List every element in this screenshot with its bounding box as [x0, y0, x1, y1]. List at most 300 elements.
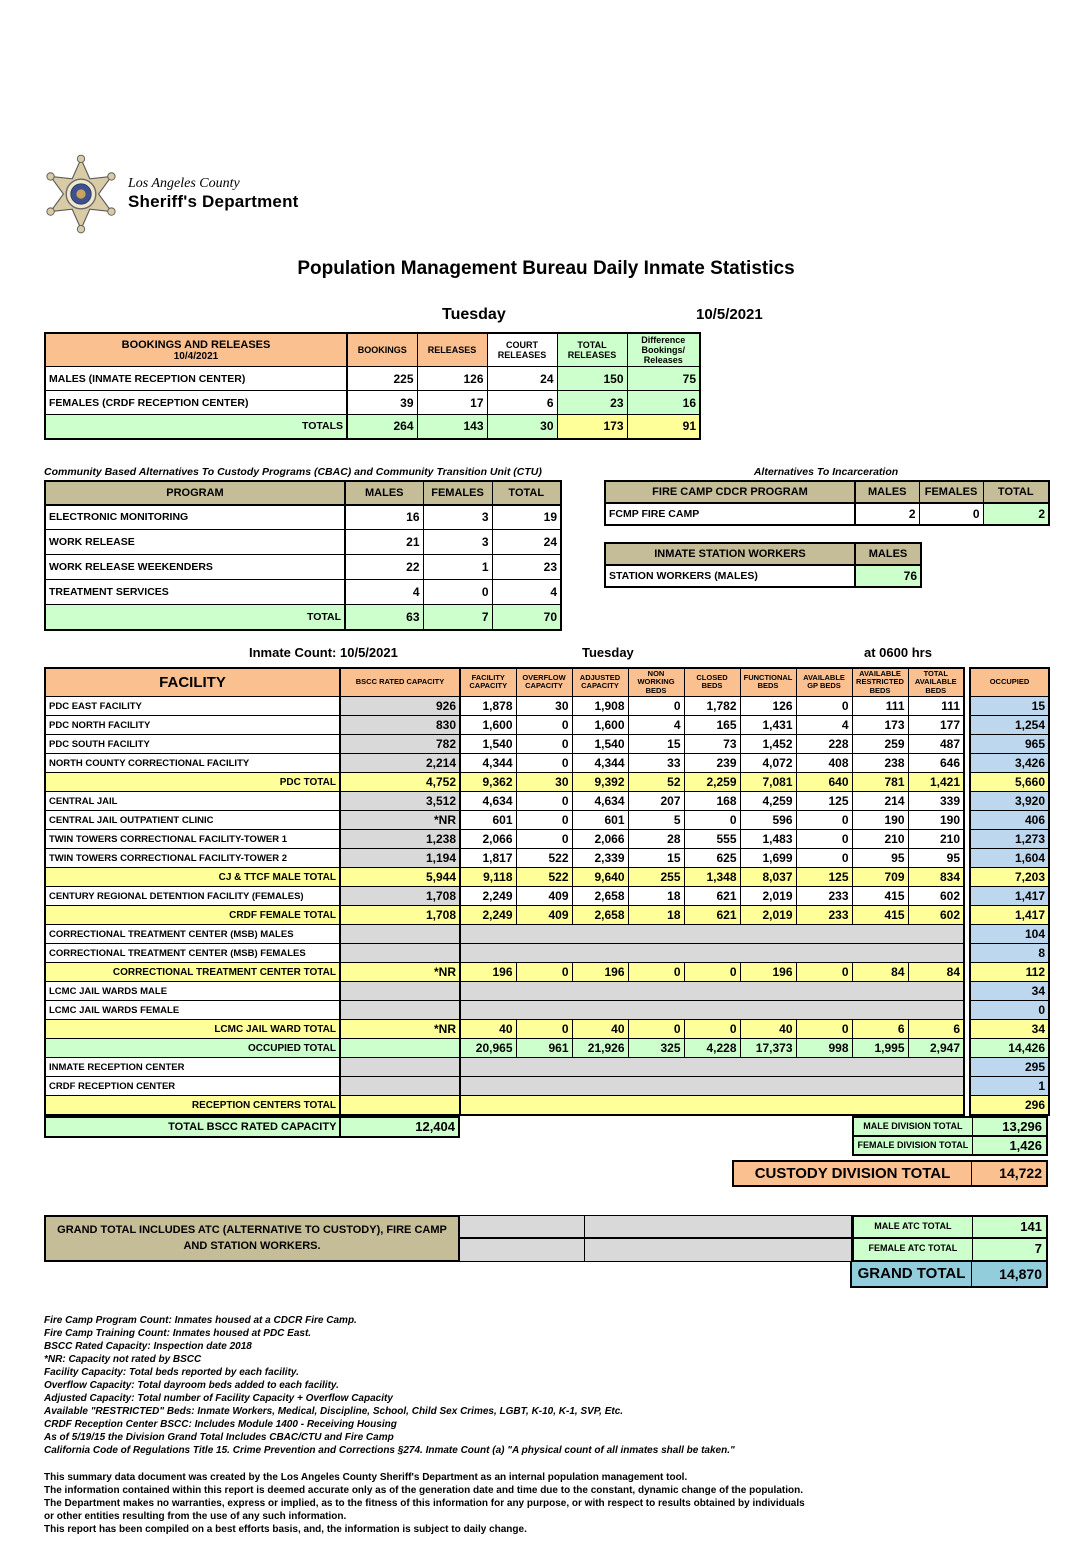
beds-value: 111 [852, 697, 908, 716]
beds-value: 95 [908, 849, 964, 868]
beds-value: 84 [908, 963, 964, 982]
col-males: MALES [345, 481, 423, 505]
difference-value: 75 [627, 367, 700, 391]
col-total: TOTAL [492, 481, 561, 505]
totals-label: TOTAL [45, 605, 345, 630]
court-releases-total: 30 [487, 415, 557, 439]
grand-total-row [44, 1262, 1048, 1288]
beds-value: 9,362 [460, 773, 516, 792]
empty-span [460, 1096, 964, 1115]
col-fire-camp-program: FIRE CAMP CDCR PROGRAM [605, 481, 855, 503]
female-atc-total-label: FEMALE ATC TOTAL [854, 1239, 973, 1260]
beds-value: 214 [852, 792, 908, 811]
footnote-line: As of 5/19/15 the Division Grand Total Includes CBAC/CTU and Fire Camp [44, 1431, 394, 1443]
female-division-total-value: 1,426 [973, 1137, 1046, 1154]
facility-header-row [45, 668, 1049, 697]
beds-value: 0 [516, 830, 572, 849]
station-workers-label: STATION WORKERS (MALES) [605, 565, 855, 587]
col-adjusted-capacity: ADJUSTED CAPACITY [572, 668, 628, 697]
beds-value: 2,947 [908, 1039, 964, 1058]
beds-value: 646 [908, 754, 964, 773]
facility-row [45, 1058, 1049, 1077]
beds-value: 596 [740, 811, 796, 830]
male-atc-total-value: 141 [973, 1217, 1046, 1238]
beds-value: 4,344 [572, 754, 628, 773]
facility-row [45, 1039, 1049, 1058]
facility-row [45, 1001, 1049, 1020]
facility-row [45, 887, 1049, 906]
total-total: 70 [492, 605, 561, 630]
facility-row [45, 697, 1049, 716]
page-title: Population Management Bureau Daily Inmate Statistics [297, 258, 795, 279]
beds-value: 4 [796, 716, 852, 735]
males-value: 4 [345, 580, 423, 605]
occupied-value: 1,273 [970, 830, 1049, 849]
col-total: TOTAL [983, 481, 1049, 503]
grand-total-spacer-cells [460, 1215, 852, 1262]
footnote-line: Adjusted Capacity: Total number of Facility Capacity + Overflow Capacity [44, 1392, 393, 1404]
atc-totals [852, 1215, 1048, 1262]
report-dayline [44, 306, 1048, 330]
beds-value: 73 [684, 735, 740, 754]
male-atc-total-label: MALE ATC TOTAL [854, 1217, 973, 1238]
col-bscc-rated-capacity: BSCC RATED CAPACITY [340, 668, 460, 697]
beds-value: 6 [908, 1020, 964, 1039]
bscc-rated-capacity: *NR [340, 811, 460, 830]
females-value: 0 [919, 503, 983, 525]
footnote-line: California Code of Regulations Title 15. Crime Prevention and Corrections §274. Inmate Count (a) "A physical count of all inmates shall be taken." [44, 1444, 735, 1456]
bscc-rated-capacity: 5,944 [340, 868, 460, 887]
bookings-date: 10/4/2021 [173, 350, 219, 362]
bookings-title-cell [45, 333, 347, 367]
beds-value: 1,431 [740, 716, 796, 735]
males-value: 2 [855, 503, 919, 525]
report-date: 10/5/2021 [696, 306, 763, 323]
occupied-value: 104 [970, 925, 1049, 944]
beds-value: 1,540 [460, 735, 516, 754]
beds-value: 21,926 [572, 1039, 628, 1058]
footnote-line: CRDF Reception Center BSCC: Includes Module 1400 - Receiving Housing [44, 1418, 397, 1430]
beds-value: 9,640 [572, 868, 628, 887]
col-program: PROGRAM [45, 481, 345, 505]
logo-text [128, 176, 299, 212]
occupied-value: 34 [970, 982, 1049, 1001]
fire-camp-row [605, 503, 1049, 525]
beds-value: 602 [908, 887, 964, 906]
beds-value: 6 [852, 1020, 908, 1039]
beds-value: 961 [516, 1039, 572, 1058]
facility-label: CORRECTIONAL TREATMENT CENTER (MSB) FEMALES [45, 944, 340, 963]
bscc-rated-capacity [340, 1096, 460, 1115]
females-value: 1 [423, 555, 492, 580]
beds-value: 1,348 [684, 868, 740, 887]
facility-label: NORTH COUNTY CORRECTIONAL FACILITY [45, 754, 340, 773]
beds-value: 173 [852, 716, 908, 735]
col-court-releases: COURT RELEASES [487, 333, 557, 367]
ati-title: Alternatives To Incarceration [753, 465, 899, 478]
disclaimer-line: The Department makes no warranties, express or implied, as to the fitness of this information for any purpose, or with respect to results obtained by individuals [44, 1497, 805, 1509]
grand-total-band [44, 1215, 1048, 1262]
bscc-rated-capacity: 782 [340, 735, 460, 754]
occupied-value: 1,417 [970, 906, 1049, 925]
facility-row [45, 944, 1049, 963]
beds-value: 15 [628, 735, 684, 754]
beds-value: 0 [516, 716, 572, 735]
bscc-rated-capacity [340, 1058, 460, 1077]
beds-value: 196 [460, 963, 516, 982]
beds-value: 238 [852, 754, 908, 773]
beds-value: 239 [684, 754, 740, 773]
totals-label: TOTALS [45, 415, 347, 439]
empty-span [460, 1058, 964, 1077]
bscc-rated-capacity: 1,194 [340, 849, 460, 868]
female-division-total-row [852, 1136, 1048, 1156]
facility-label: RECEPTION CENTERS TOTAL [45, 1096, 340, 1115]
releases-value: 17 [417, 391, 487, 415]
beds-value: 190 [852, 811, 908, 830]
beds-value: 2,259 [684, 773, 740, 792]
female-atc-total-value: 7 [973, 1239, 1046, 1260]
beds-value: 1,908 [572, 697, 628, 716]
cbac-row [45, 505, 561, 530]
beds-value: 1,699 [740, 849, 796, 868]
female-atc-total-row [852, 1239, 1048, 1262]
females-value: 0 [423, 580, 492, 605]
beds-value: 28 [628, 830, 684, 849]
beds-value: 95 [852, 849, 908, 868]
spacer-cell [585, 1215, 852, 1239]
division-totals [852, 1116, 1048, 1156]
beds-value: 125 [796, 792, 852, 811]
occupied-value: 0 [970, 1001, 1049, 1020]
total-releases-total: 173 [557, 415, 627, 439]
beds-value: 408 [796, 754, 852, 773]
occupied-value: 1,254 [970, 716, 1049, 735]
facility-label: OCCUPIED TOTAL [45, 1039, 340, 1058]
beds-value: 2,658 [572, 906, 628, 925]
facility-row [45, 982, 1049, 1001]
col-difference: Difference Bookings/ Releases [627, 333, 700, 367]
occupied-value: 14,426 [970, 1039, 1049, 1058]
col-inmate-station-workers: INMATE STATION WORKERS [605, 543, 855, 565]
beds-value: 0 [516, 754, 572, 773]
males-value: 22 [345, 555, 423, 580]
beds-value: 1,421 [908, 773, 964, 792]
fire-camp-table [604, 480, 1050, 526]
males-value: 76 [855, 565, 921, 587]
facility-row [45, 868, 1049, 887]
spacer-cell [460, 1238, 585, 1262]
beds-value: 2,066 [572, 830, 628, 849]
bscc-rated-capacity [340, 982, 460, 1001]
beds-value: 40 [572, 1020, 628, 1039]
beds-value: 2,249 [460, 906, 516, 925]
occupied-value: 15 [970, 697, 1049, 716]
footnote-line: Available "RESTRICTED" Beds: Inmate Workers, Medical, Discipline, School, Child Sex Crimes, LGBT, K-10, K-1, SVP, Etc. [44, 1405, 624, 1417]
fire-camp-header-row [605, 481, 1049, 503]
row-label: FEMALES (CRDF RECEPTION CENTER) [45, 391, 347, 415]
program-label: WORK RELEASE [45, 530, 345, 555]
facility-label: LCMC JAIL WARDS MALE [45, 982, 340, 1001]
program-label: ELECTRONIC MONITORING [45, 505, 345, 530]
facility-label: CORRECTIONAL TREATMENT CENTER (MSB) MALES [45, 925, 340, 944]
beds-value: 621 [684, 887, 740, 906]
bscc-rated-capacity: *NR [340, 1020, 460, 1039]
spacer-cell [585, 1238, 852, 1262]
beds-value: 834 [908, 868, 964, 887]
beds-value: 30 [516, 697, 572, 716]
facility-label: CORRECTIONAL TREATMENT CENTER TOTAL [45, 963, 340, 982]
beds-value: 255 [628, 868, 684, 887]
beds-value: 7,081 [740, 773, 796, 792]
bookings-value: 39 [347, 391, 417, 415]
beds-value: 4,634 [572, 792, 628, 811]
col-bookings: BOOKINGS [347, 333, 417, 367]
beds-value: 1,600 [460, 716, 516, 735]
facility-row [45, 811, 1049, 830]
beds-value: 210 [908, 830, 964, 849]
bscc-total-row [45, 1117, 459, 1137]
sheriff-star-icon [44, 154, 118, 234]
court-releases-value: 6 [487, 391, 557, 415]
col-overflow-capacity: OVERFLOW CAPACITY [516, 668, 572, 697]
disclaimer-line: This report has been compiled on a best efforts basis, and, the information is subject to daily change. [44, 1523, 527, 1535]
bookings-totals-row [45, 415, 700, 439]
facility-label: TWIN TOWERS CORRECTIONAL FACILITY-TOWER 2 [45, 849, 340, 868]
footnote-line: *NR: Capacity not rated by BSCC [44, 1353, 202, 1365]
beds-value: 126 [740, 697, 796, 716]
custody-division-total [732, 1160, 1048, 1187]
footnote-line: Overflow Capacity: Total dayroom beds added to each facility. [44, 1379, 339, 1391]
report-day: Tuesday [442, 306, 506, 323]
bscc-rated-capacity: 4,752 [340, 773, 460, 792]
beds-value: 18 [628, 887, 684, 906]
court-releases-value: 24 [487, 367, 557, 391]
facility-row [45, 716, 1049, 735]
beds-value: 40 [460, 1020, 516, 1039]
facility-label: CJ & TTCF MALE TOTAL [45, 868, 340, 887]
occupied-value: 8 [970, 944, 1049, 963]
custody-division-total-row [44, 1160, 1048, 1187]
col-total-available-beds: TOTAL AVAILABLE BEDS [908, 668, 964, 697]
facility-row [45, 1096, 1049, 1115]
col-facility-capacity: FACILITY CAPACITY [460, 668, 516, 697]
bscc-rated-capacity [340, 944, 460, 963]
difference-total: 91 [627, 415, 700, 439]
beds-value: 168 [684, 792, 740, 811]
beds-value: 40 [740, 1020, 796, 1039]
beds-value: 0 [516, 1020, 572, 1039]
females-value: 3 [423, 530, 492, 555]
beds-value: 52 [628, 773, 684, 792]
footnote-line: Fire Camp Program Count: Inmates housed at a CDCR Fire Camp. [44, 1314, 357, 1326]
bscc-rated-capacity [340, 1039, 460, 1058]
footnote-line: Fire Camp Training Count: Inmates housed at PDC East. [44, 1327, 312, 1339]
beds-value: 1,600 [572, 716, 628, 735]
beds-value: 165 [684, 716, 740, 735]
beds-value: 84 [852, 963, 908, 982]
bscc-rated-capacity [340, 1077, 460, 1096]
beds-value: 1,782 [684, 697, 740, 716]
occupied-value: 1 [970, 1077, 1049, 1096]
ati-block [604, 466, 1048, 588]
occupied-value: 296 [970, 1096, 1049, 1115]
bscc-rated-capacity: 3,512 [340, 792, 460, 811]
beds-value: 1,878 [460, 697, 516, 716]
facility-row [45, 735, 1049, 754]
facility-row [45, 963, 1049, 982]
station-workers-header-row [605, 543, 921, 565]
releases-value: 126 [417, 367, 487, 391]
beds-value: 4,344 [460, 754, 516, 773]
row-label: MALES (INMATE RECEPTION CENTER) [45, 367, 347, 391]
beds-value: 415 [852, 887, 908, 906]
empty-span [460, 925, 964, 944]
custody-division-total-value: 14,722 [972, 1162, 1046, 1185]
beds-value: 339 [908, 792, 964, 811]
occupied-value: 1,604 [970, 849, 1049, 868]
females-total: 7 [423, 605, 492, 630]
beds-value: 640 [796, 773, 852, 792]
col-functional-beds: FUNCTIONAL BEDS [740, 668, 796, 697]
disclaimer-line: The information contained within this report is deemed accurate only as of the generation date and time due to the constant, dynamic change of the population. [44, 1484, 803, 1496]
bscc-rated-capacity: *NR [340, 963, 460, 982]
station-workers-table [604, 542, 922, 588]
occupied-value: 1,417 [970, 887, 1049, 906]
beds-value: 1,540 [572, 735, 628, 754]
bookings-value: 225 [347, 367, 417, 391]
beds-value: 0 [516, 963, 572, 982]
facility-table [44, 667, 1050, 1116]
bscc-rated-capacity: 1,708 [340, 887, 460, 906]
beds-value: 0 [516, 792, 572, 811]
disclaimer-line: This summary data document was created by the Los Angeles County Sheriff's Department as an internal population management tool. [44, 1471, 688, 1483]
males-total: 63 [345, 605, 423, 630]
beds-value: 30 [516, 773, 572, 792]
total-releases-value: 23 [557, 391, 627, 415]
beds-value: 487 [908, 735, 964, 754]
beds-value: 601 [572, 811, 628, 830]
col-males: MALES [855, 481, 919, 503]
beds-value: 259 [852, 735, 908, 754]
beds-value: 555 [684, 830, 740, 849]
beds-value: 4,259 [740, 792, 796, 811]
total-value: 2 [983, 503, 1049, 525]
facility-label: CRDF RECEPTION CENTER [45, 1077, 340, 1096]
beds-value: 325 [628, 1039, 684, 1058]
grand-total-label: GRAND TOTAL [852, 1262, 972, 1286]
col-females: FEMALES [423, 481, 492, 505]
col-non-working-beds: NON WORKING BEDS [628, 668, 684, 697]
beds-value: 2,066 [460, 830, 516, 849]
beds-value: 17,373 [740, 1039, 796, 1058]
females-value: 3 [423, 505, 492, 530]
beds-value: 2,019 [740, 906, 796, 925]
facility-label: LCMC JAIL WARD TOTAL [45, 1020, 340, 1039]
beds-value: 20,965 [460, 1039, 516, 1058]
facility-row [45, 906, 1049, 925]
bscc-total-table [44, 1116, 460, 1138]
males-value: 21 [345, 530, 423, 555]
beds-value: 1,483 [740, 830, 796, 849]
occupied-value: 3,920 [970, 792, 1049, 811]
fire-camp-label: FCMP FIRE CAMP [605, 503, 855, 525]
beds-value: 409 [516, 887, 572, 906]
facility-row [45, 830, 1049, 849]
facility-label: PDC EAST FACILITY [45, 697, 340, 716]
beds-value: 709 [852, 868, 908, 887]
bscc-rated-capacity: 926 [340, 697, 460, 716]
beds-value: 18 [628, 906, 684, 925]
facility-label: INMATE RECEPTION CENTER [45, 1058, 340, 1077]
facility-label: TWIN TOWERS CORRECTIONAL FACILITY-TOWER 1 [45, 830, 340, 849]
logo [44, 152, 1048, 236]
cbac-title: Community Based Alternatives To Custody Programs (CBAC) and Community Transition Unit (CTU) [44, 465, 542, 478]
empty-span [460, 944, 964, 963]
difference-value: 16 [627, 391, 700, 415]
empty-span [460, 1077, 964, 1096]
col-males: MALES [855, 543, 921, 565]
bookings-row-females [45, 391, 700, 415]
beds-value: 196 [572, 963, 628, 982]
beds-value: 0 [796, 963, 852, 982]
bookings-table [44, 332, 701, 440]
facility-row [45, 925, 1049, 944]
bottom-totals [44, 1116, 1048, 1156]
beds-value: 0 [628, 697, 684, 716]
beds-value: 4,634 [460, 792, 516, 811]
male-division-total-row [852, 1116, 1048, 1136]
beds-value: 409 [516, 906, 572, 925]
facility-label: CRDF FEMALE TOTAL [45, 906, 340, 925]
cbac-row [45, 580, 561, 605]
bookings-total: 264 [347, 415, 417, 439]
bscc-rated-capacity [340, 1001, 460, 1020]
beds-value: 0 [628, 963, 684, 982]
col-available-restricted-beds: AVAILABLE RESTRICTED BEDS [852, 668, 908, 697]
col-total-releases: TOTAL RELEASES [557, 333, 627, 367]
beds-value: 781 [852, 773, 908, 792]
beds-value: 0 [628, 1020, 684, 1039]
bscc-rated-capacity: 1,238 [340, 830, 460, 849]
col-closed-beds: CLOSED BEDS [684, 668, 740, 697]
bscc-rated-capacity: 2,214 [340, 754, 460, 773]
logo-department: Sheriff's Department [128, 192, 299, 211]
disclaimer [44, 1471, 1048, 1536]
beds-value: 15 [628, 849, 684, 868]
cbac-header-row [45, 481, 561, 505]
beds-value: 522 [516, 849, 572, 868]
beds-value: 5 [628, 811, 684, 830]
beds-value: 0 [796, 849, 852, 868]
beds-value: 415 [852, 906, 908, 925]
facility-label: PDC SOUTH FACILITY [45, 735, 340, 754]
bscc-total-label: TOTAL BSCC RATED CAPACITY [45, 1117, 340, 1137]
beds-value: 601 [460, 811, 516, 830]
col-available-gp-beds: AVAILABLE GP BEDS [796, 668, 852, 697]
beds-value: 207 [628, 792, 684, 811]
beds-value: 1,817 [460, 849, 516, 868]
beds-value: 0 [796, 1020, 852, 1039]
beds-value: 196 [740, 963, 796, 982]
footnote-line: Facility Capacity: Total beds reported by each facility. [44, 1366, 299, 1378]
bscc-rated-capacity: 1,708 [340, 906, 460, 925]
program-label: WORK RELEASE WEEKENDERS [45, 555, 345, 580]
female-division-total-label: FEMALE DIVISION TOTAL [854, 1137, 973, 1154]
beds-value: 111 [908, 697, 964, 716]
facility-row [45, 754, 1049, 773]
beds-value: 33 [628, 754, 684, 773]
